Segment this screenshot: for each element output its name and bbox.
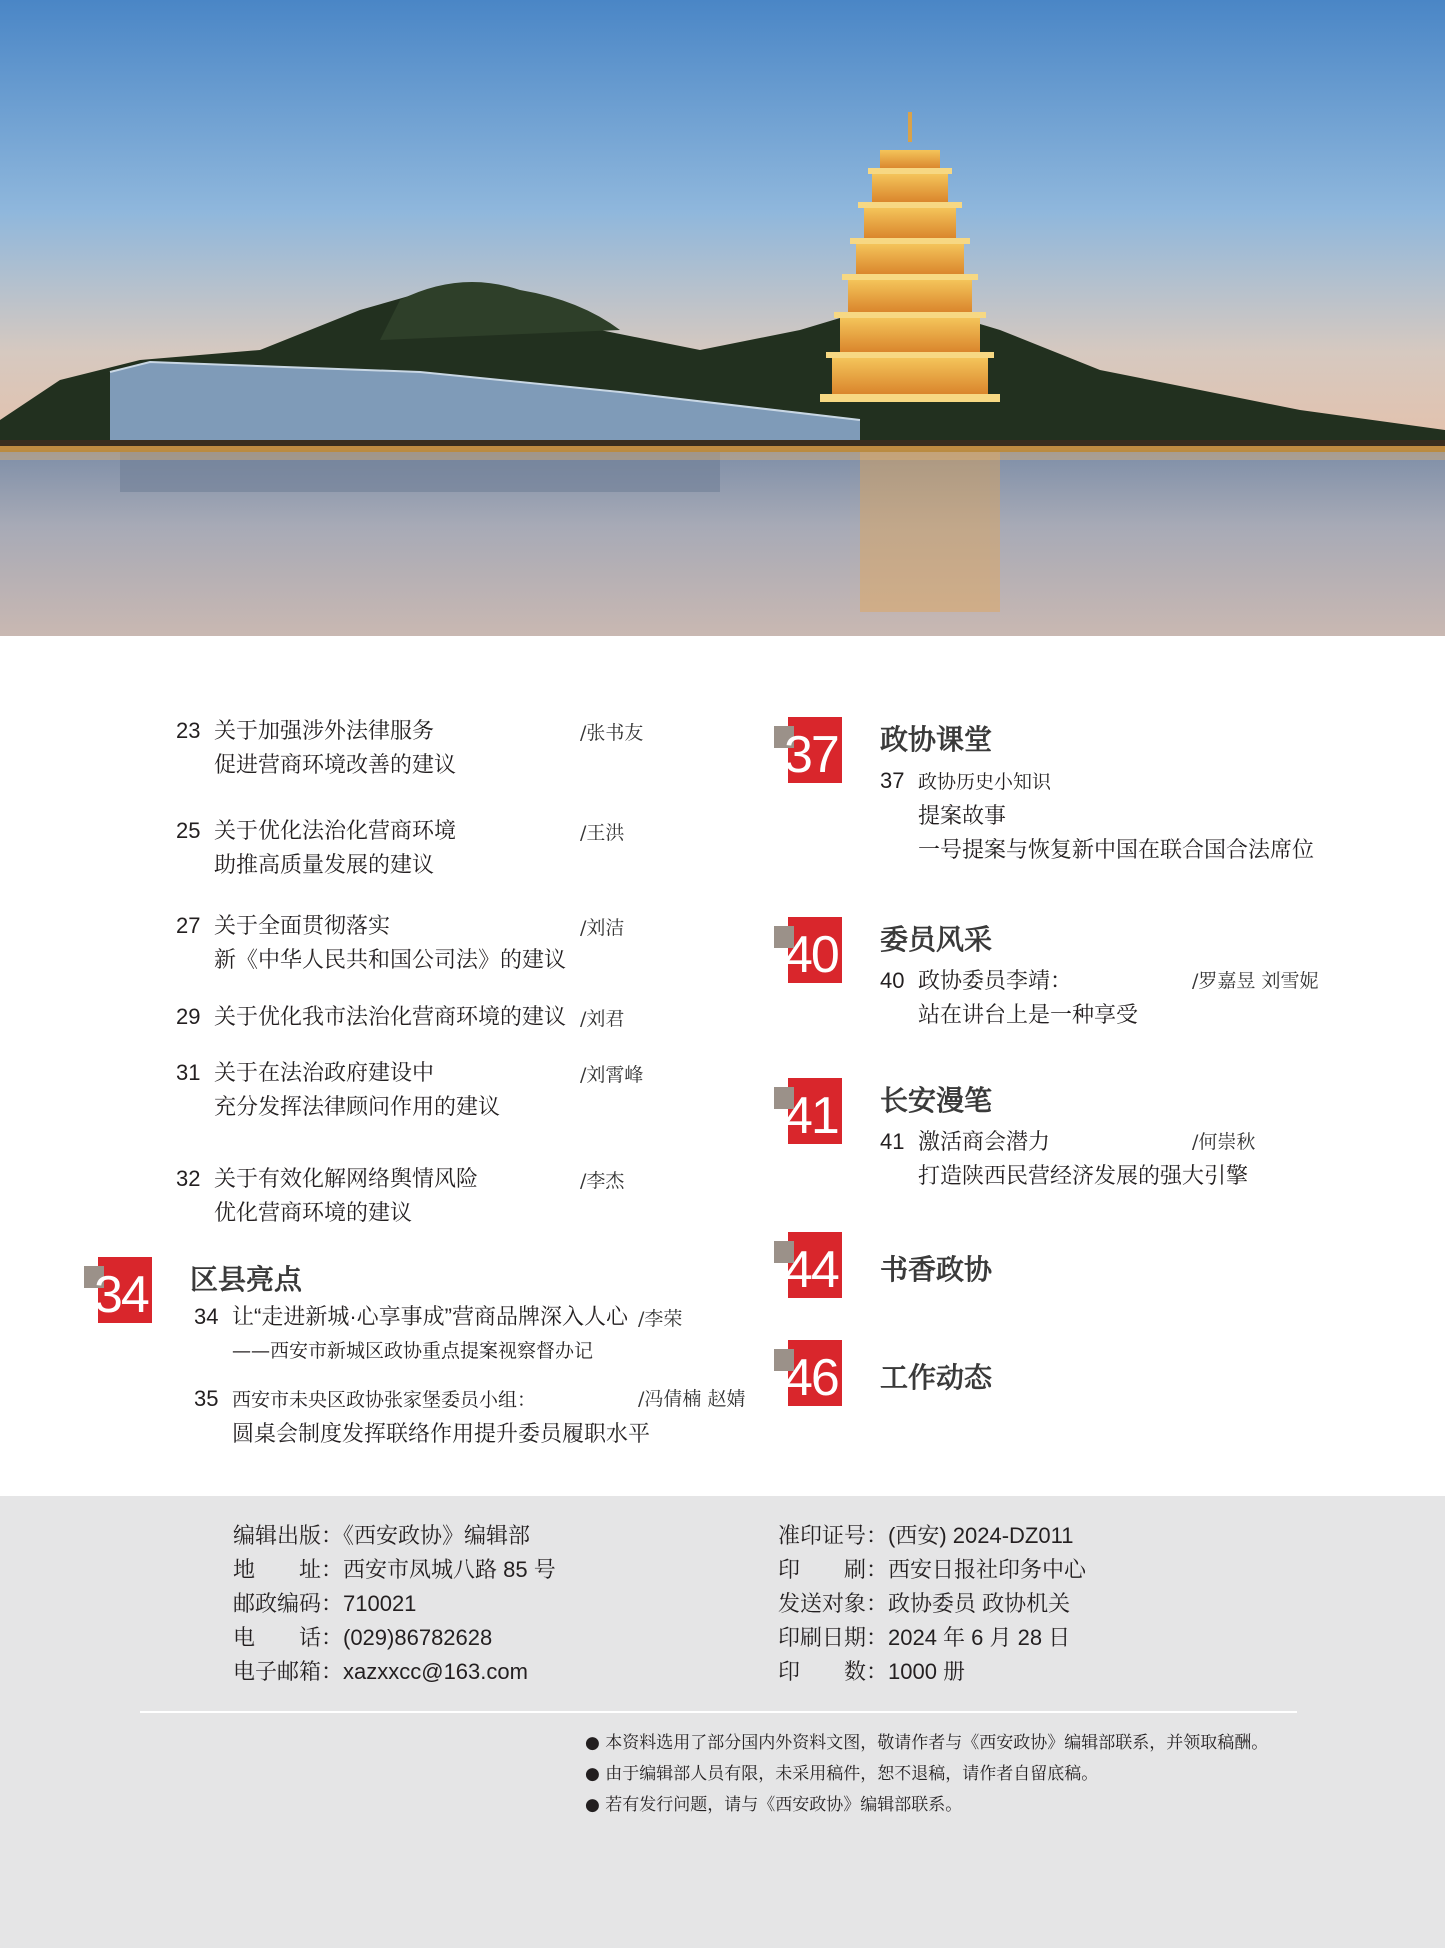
entry-title-line2: 促进营商环境改善的建议: [214, 752, 457, 777]
section-number-block: [774, 1340, 842, 1406]
note-line: ● 本资料选用了部分国内外资料文图，敬请作者与《西安政协》编辑部联系，并领取稿酬。: [585, 1733, 1269, 1753]
entry-title: 西安市未央区政协张家堡委员小组：: [232, 1389, 537, 1411]
entry-author: /王洪: [580, 822, 625, 844]
entry-title-line2: 一号提案与恢复新中国在联合国合法席位: [918, 837, 1315, 862]
info-postcode: 邮政编码：710021: [233, 1591, 417, 1616]
page-number: 29: [176, 1004, 201, 1029]
page-number: 40: [880, 968, 905, 993]
entry-author: /何崇秋: [1192, 1131, 1256, 1153]
toc-entry-31[interactable]: [176, 1056, 500, 1124]
entry-author: /张书友: [580, 722, 644, 744]
entry-title-line2: 新《中华人民共和国公司法》的建议: [214, 947, 567, 972]
section-title: 工作动态: [880, 1362, 993, 1393]
entry-title: 提案故事: [918, 803, 1007, 828]
section-number: 41: [784, 1087, 838, 1145]
entry-author: /罗嘉昱 刘雪妮: [1192, 970, 1319, 992]
section-number-block: [774, 1078, 842, 1144]
entry-title-line2: 站在讲台上是一种享受: [918, 1002, 1139, 1027]
entry-title: 让“走进新城·心享事成”营商品牌深入人心: [232, 1304, 628, 1329]
cover-photo: [0, 0, 1445, 636]
page-number: 37: [880, 768, 905, 793]
entry-title-line2: 打造陕西民营经济发展的强大引擎: [918, 1163, 1249, 1188]
entry-title-line2: 充分发挥法律顾问作用的建议: [214, 1094, 501, 1119]
section-number-block: [84, 1257, 152, 1323]
entry-title: 关于全面贯彻落实: [214, 913, 391, 938]
section-number: 40: [784, 926, 838, 984]
toc-entry-40[interactable]: [880, 964, 1138, 1032]
entry-author: /冯倩楠 赵婧: [638, 1388, 746, 1410]
entry-author: /刘君: [580, 1008, 625, 1030]
section-title: 政协课堂: [880, 724, 993, 755]
section-title: 长安漫笔: [880, 1085, 993, 1116]
info-phone: 电 话：(029)86782628: [233, 1625, 493, 1650]
info-permit: 准印证号：(西安) 2024-DZ011: [778, 1523, 1074, 1548]
info-print-date: 印刷日期：2024 年 6 月 28 日: [778, 1625, 1071, 1650]
toc-entry-27[interactable]: [176, 909, 566, 977]
section-title: 书香政协: [880, 1254, 993, 1285]
note-line: ● 由于编辑部人员有限，未采用稿件，恕不退稿，请作者自留底稿。: [585, 1764, 1099, 1784]
info-recipients: 发送对象：政协委员 政协机关: [778, 1591, 1071, 1616]
page-number: 34: [194, 1304, 219, 1329]
entry-title: 关于在法治政府建设中: [214, 1060, 435, 1085]
section-number-block: [774, 1232, 842, 1298]
colophon-panel: [0, 1496, 1445, 1948]
toc-entry-37[interactable]: [880, 764, 1314, 867]
entry-title: 关于优化我市法治化营商环境的建议: [214, 1004, 567, 1029]
page-number: 35: [194, 1386, 219, 1411]
info-email: 电子邮箱：xazxxcc@163.com: [233, 1659, 528, 1684]
entry-title: 关于加强涉外法律服务: [214, 718, 435, 743]
section-number: 34: [94, 1266, 148, 1324]
toc-entry-35[interactable]: [194, 1382, 650, 1451]
toc-entry-25[interactable]: [176, 814, 456, 882]
entry-author: /刘霄峰: [580, 1064, 644, 1086]
section-number-block: [774, 917, 842, 983]
page-number: 23: [176, 718, 201, 743]
page-number: 25: [176, 818, 201, 843]
entry-subtitle: ——西安市新城区政协重点提案视察督办记: [232, 1340, 594, 1362]
entry-title: 关于有效化解网络舆情风险: [214, 1166, 479, 1191]
divider: [140, 1711, 1297, 1713]
info-publisher: 编辑出版：《西安政协》编辑部: [233, 1523, 531, 1548]
page-number: 31: [176, 1060, 201, 1085]
info-address: 地 址：西安市凤城八路 85 号: [233, 1557, 556, 1582]
info-print-count: 印 数：1000 册: [778, 1659, 966, 1684]
entry-title: 政协委员李靖：: [918, 968, 1073, 993]
toc-entry-29[interactable]: [176, 1000, 566, 1034]
section-number: 46: [784, 1349, 838, 1407]
page-number: 41: [880, 1129, 905, 1154]
toc-entry-23[interactable]: [176, 714, 456, 782]
entry-kicker: 政协历史小知识: [918, 771, 1052, 793]
info-printer: 印 刷：西安日报社印务中心: [778, 1557, 1087, 1582]
entry-author: /李杰: [580, 1170, 625, 1192]
entry-title-line2: 助推高质量发展的建议: [214, 852, 435, 877]
entry-title-line2: 优化营商环境的建议: [214, 1200, 413, 1225]
note-line: ● 若有发行问题，请与《西安政协》编辑部联系。: [585, 1795, 963, 1815]
entry-title: 激活商会潜力: [918, 1129, 1051, 1154]
entry-author: /李荣: [638, 1308, 683, 1330]
section-number-block: [774, 717, 842, 783]
section-number: 44: [784, 1241, 838, 1299]
page-number: 32: [176, 1166, 201, 1191]
section-title: 区县亮点: [190, 1264, 303, 1295]
entry-author: /刘洁: [580, 917, 625, 939]
toc-entry-34[interactable]: [194, 1300, 628, 1368]
entry-title-line2: 圆桌会制度发挥联络作用提升委员履职水平: [232, 1421, 651, 1446]
section-title: 委员风采: [880, 924, 993, 955]
section-number: 37: [784, 726, 838, 784]
page-number: 27: [176, 913, 201, 938]
entry-title: 关于优化法治化营商环境: [214, 818, 457, 843]
toc-entry-32[interactable]: [176, 1162, 478, 1230]
